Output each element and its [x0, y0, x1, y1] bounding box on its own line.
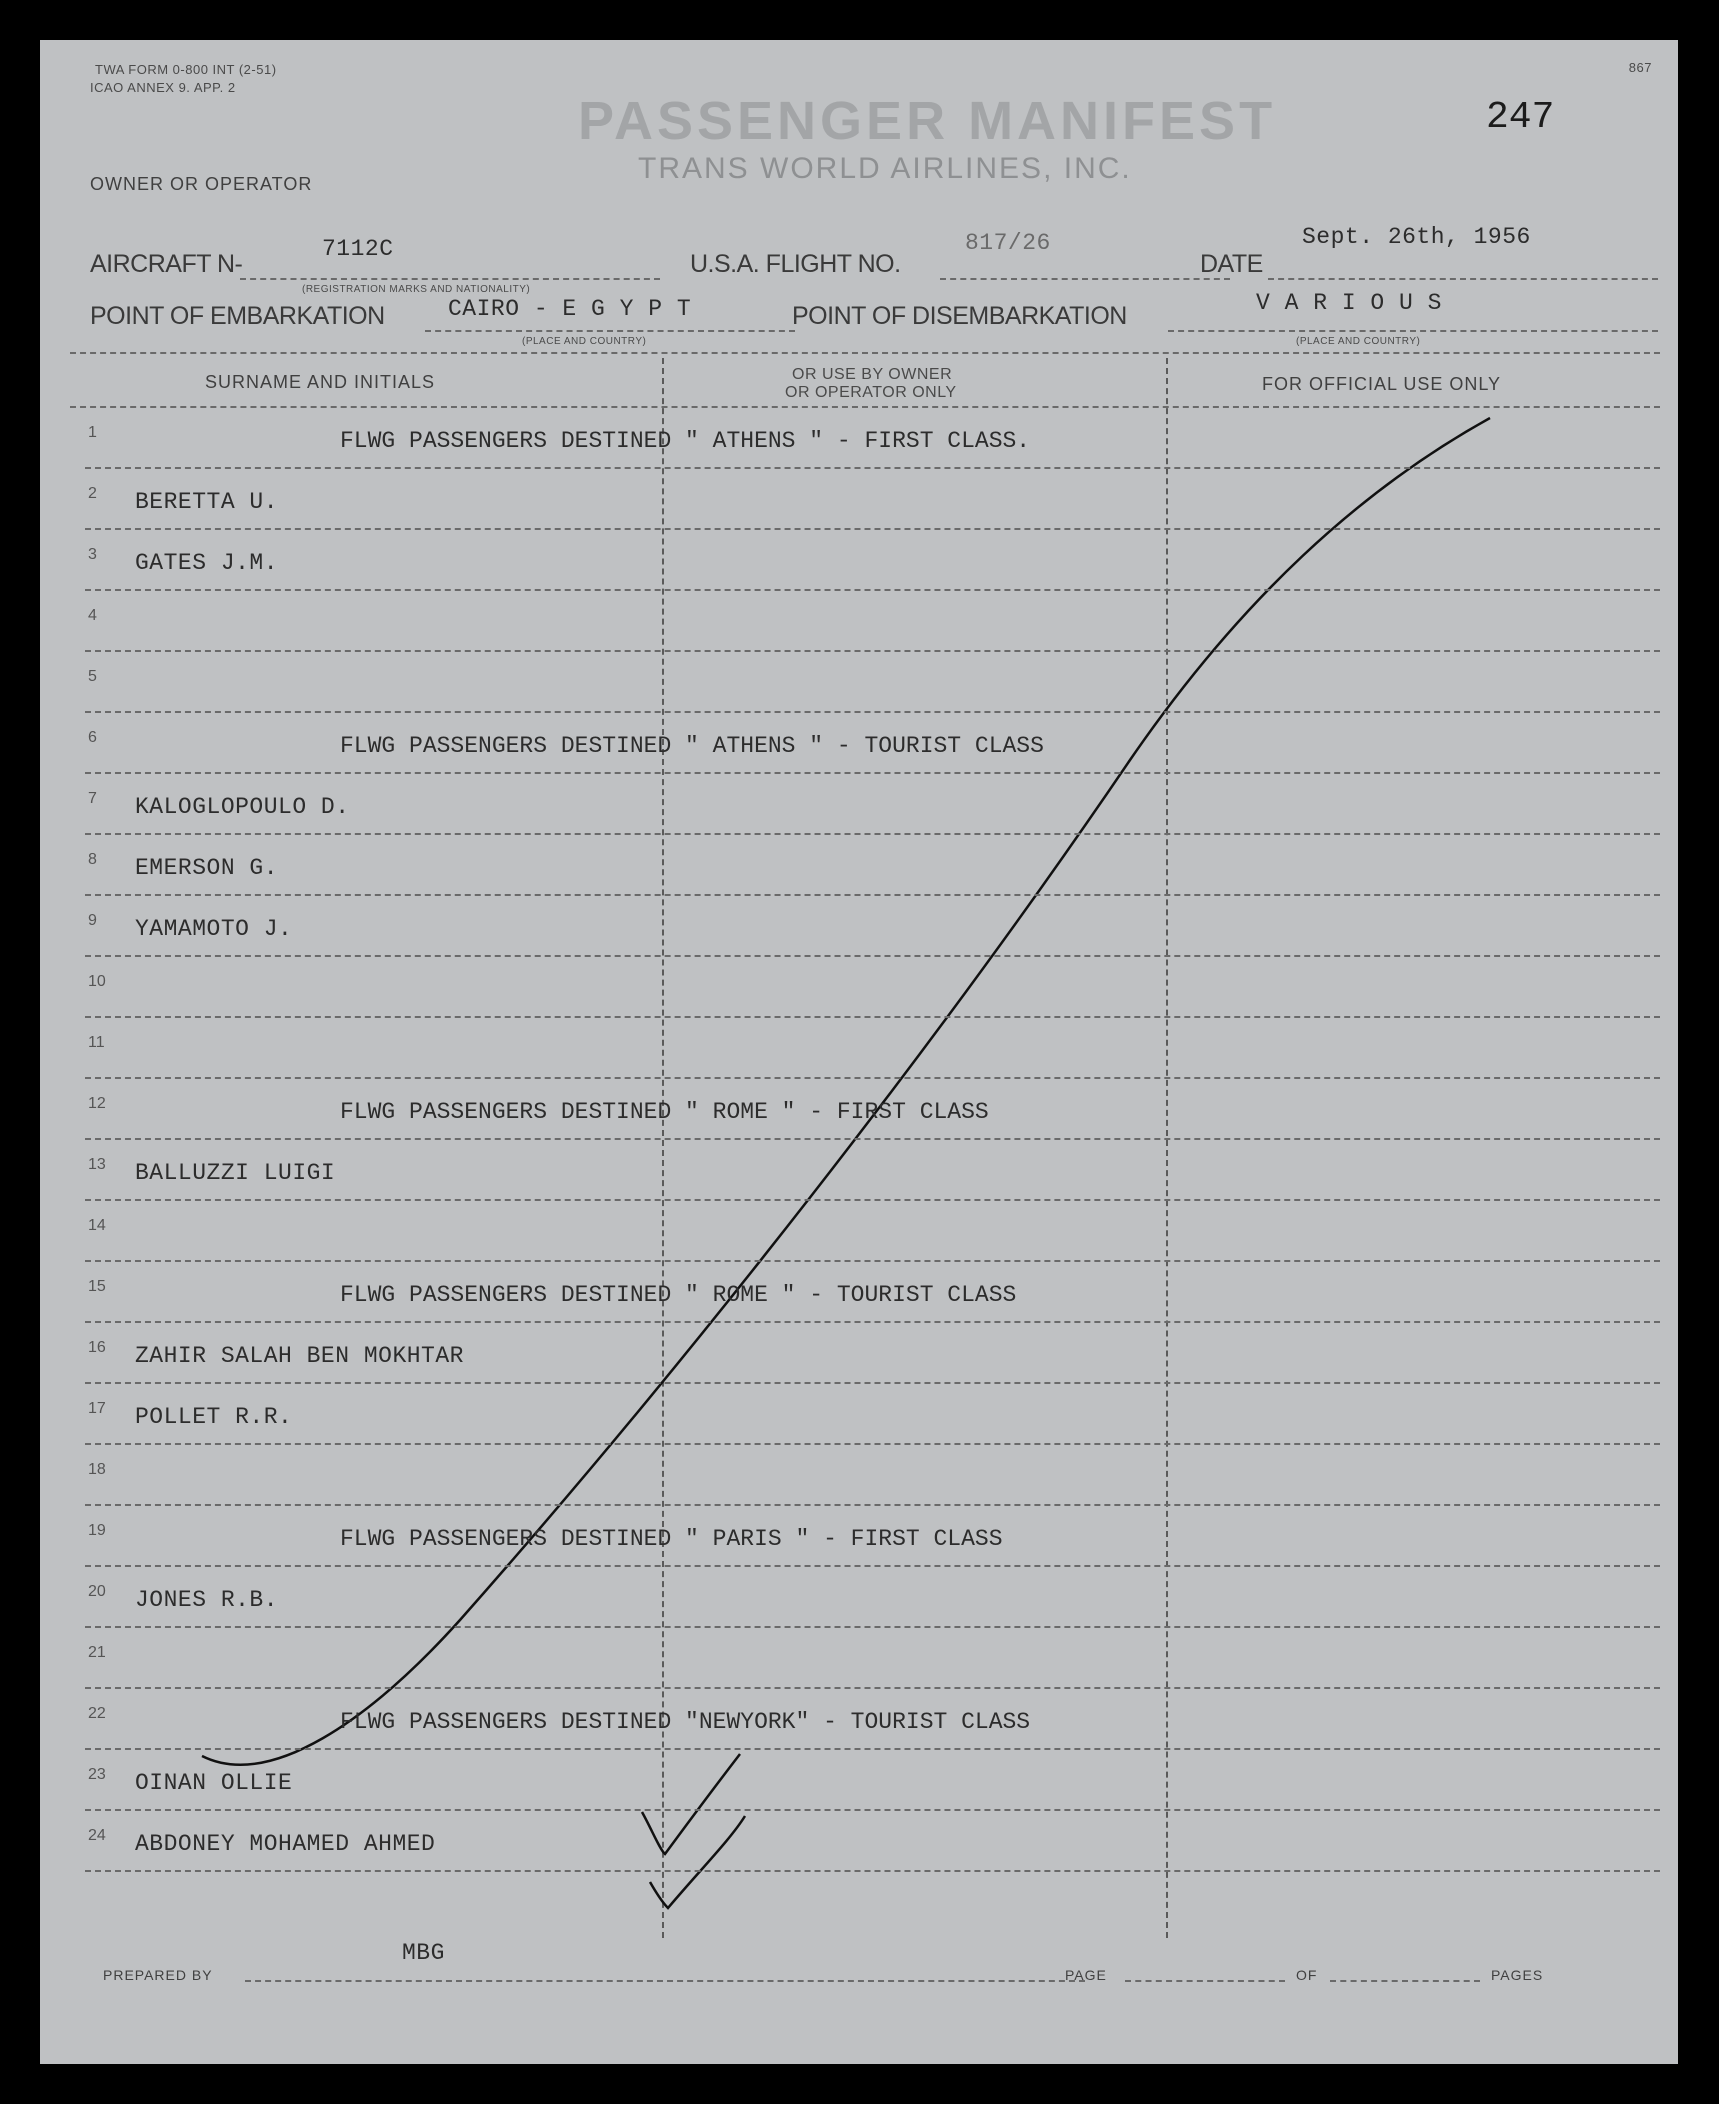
page-number: 247 — [1486, 96, 1555, 139]
destination-heading: FLWG PASSENGERS DESTINED " ATHENS " - FIRST CLASS. — [340, 428, 1031, 454]
row-number: 23 — [88, 1766, 106, 1783]
row-line — [85, 1382, 1660, 1384]
row-number: 14 — [88, 1217, 106, 1234]
owner-operator-label: OWNER OR OPERATOR — [90, 174, 313, 194]
of-label: OF — [1296, 1967, 1318, 1983]
flight-value: 817/26 — [965, 230, 1051, 256]
row-line — [85, 772, 1660, 774]
row-number: 9 — [88, 912, 97, 929]
row-number: 21 — [88, 1644, 106, 1661]
row-line — [85, 650, 1660, 652]
destination-heading: FLWG PASSENGERS DESTINED " ATHENS " - TOURIST CLASS — [340, 733, 1044, 759]
row-line — [85, 1077, 1660, 1079]
row-line — [85, 955, 1660, 957]
row-line — [85, 1870, 1660, 1872]
row-line — [85, 1443, 1660, 1445]
prepared-label: PREPARED BY — [103, 1967, 213, 1983]
row-line — [85, 589, 1660, 591]
col-surname: SURNAME AND INITIALS — [205, 372, 436, 392]
embarkation-caption: (PLACE AND COUNTRY) — [522, 336, 647, 347]
handwritten-marks — [40, 40, 1678, 2064]
registration-caption: (REGISTRATION MARKS AND NATIONALITY) — [302, 284, 531, 295]
check-mark-icon — [642, 1754, 740, 1854]
form-code: TWA FORM 0-800 INT (2-51) — [95, 62, 277, 77]
row-number: 19 — [88, 1522, 106, 1539]
passenger-name: JONES R.B. — [135, 1587, 279, 1613]
row-number: 7 — [88, 790, 97, 807]
destination-heading: FLWG PASSENGERS DESTINED " ROME " - TOURIST CLASS — [340, 1282, 1017, 1308]
row-number: 13 — [88, 1156, 106, 1173]
prepared-value: MBG — [402, 1940, 445, 1966]
row-number: 12 — [88, 1095, 106, 1112]
passenger-name: ABDONEY MOHAMED AHMED — [135, 1831, 436, 1857]
embarkation-label: POINT OF EMBARKATION — [90, 302, 385, 330]
col-owner-use-1: OR USE BY OWNER — [792, 366, 953, 383]
row-line — [85, 528, 1660, 530]
row-line — [85, 1260, 1660, 1262]
destination-heading: FLWG PASSENGERS DESTINED " ROME " - FIRST CLASS — [340, 1099, 989, 1125]
airline-name: TRANS WORLD AIRLINES, INC. — [638, 152, 1132, 185]
aircraft-label: AIRCRAFT N- — [90, 250, 243, 278]
row-line — [85, 1504, 1660, 1506]
row-number: 6 — [88, 729, 97, 746]
manifest-title: PASSENGER MANIFEST — [578, 91, 1277, 151]
row-line — [85, 467, 1660, 469]
date-label: DATE — [1200, 250, 1263, 278]
row-line — [85, 1321, 1660, 1323]
col-owner-use-2: OR OPERATOR ONLY — [785, 384, 957, 401]
date-value: Sept. 26th, 1956 — [1302, 224, 1531, 250]
diagonal-cancel-stroke — [202, 418, 1490, 1765]
row-number: 16 — [88, 1339, 106, 1356]
row-line — [85, 711, 1660, 713]
row-line — [85, 1016, 1660, 1018]
passenger-name: YAMAMOTO J. — [135, 916, 293, 942]
col-official: FOR OFFICIAL USE ONLY — [1262, 374, 1502, 394]
row-number: 4 — [88, 607, 97, 624]
row-number: 5 — [88, 668, 97, 685]
row-number: 22 — [88, 1705, 106, 1722]
page-label: PAGE — [1065, 1967, 1107, 1983]
destination-heading: FLWG PASSENGERS DESTINED "NEWYORK" - TOURIST CLASS — [340, 1709, 1031, 1735]
row-line — [85, 1199, 1660, 1201]
disembarkation-caption: (PLACE AND COUNTRY) — [1296, 336, 1421, 347]
passenger-name: BALLUZZI LUIGI — [135, 1160, 336, 1186]
row-line — [85, 1687, 1660, 1689]
passenger-name: POLLET R.R. — [135, 1404, 293, 1430]
row-line — [85, 1809, 1660, 1811]
disembarkation-label: POINT OF DISEMBARKATION — [792, 302, 1127, 330]
corner-code: 867 — [1628, 60, 1652, 75]
row-number: 3 — [88, 546, 97, 563]
row-number: 2 — [88, 485, 97, 502]
row-number: 17 — [88, 1400, 106, 1417]
embarkation-value: CAIRO - E G Y P T — [448, 296, 692, 322]
row-line — [85, 1138, 1660, 1140]
passenger-name: EMERSON G. — [135, 855, 279, 881]
row-number: 10 — [88, 973, 106, 990]
annex-code: ICAO ANNEX 9. APP. 2 — [90, 80, 236, 95]
passenger-name: GATES J.M. — [135, 550, 279, 576]
row-number: 1 — [88, 424, 97, 441]
row-line — [85, 1565, 1660, 1567]
destination-heading: FLWG PASSENGERS DESTINED " PARIS " - FIRST CLASS — [340, 1526, 1003, 1552]
row-line — [85, 833, 1660, 835]
flight-label: U.S.A. FLIGHT NO. — [690, 250, 901, 278]
aircraft-value: 7112C — [322, 236, 394, 262]
row-number: 18 — [88, 1461, 106, 1478]
passenger-name: ZAHIR SALAH BEN MOKHTAR — [135, 1343, 464, 1369]
disembarkation-value: V A R I O U S — [1256, 290, 1442, 316]
row-number: 20 — [88, 1583, 106, 1600]
pages-label: PAGES — [1491, 1967, 1544, 1983]
row-line — [85, 894, 1660, 896]
row-number: 15 — [88, 1278, 106, 1295]
manifest-sheet — [40, 40, 1678, 2064]
passenger-name: KALOGLOPOULO D. — [135, 794, 350, 820]
passenger-name: OINAN OLLIE — [135, 1770, 293, 1796]
row-number: 11 — [88, 1034, 105, 1051]
row-line — [85, 1748, 1660, 1750]
check-mark-icon — [650, 1816, 745, 1908]
row-line — [85, 1626, 1660, 1628]
row-number: 8 — [88, 851, 97, 868]
row-number: 24 — [88, 1827, 106, 1844]
passenger-name: BERETTA U. — [135, 489, 279, 515]
